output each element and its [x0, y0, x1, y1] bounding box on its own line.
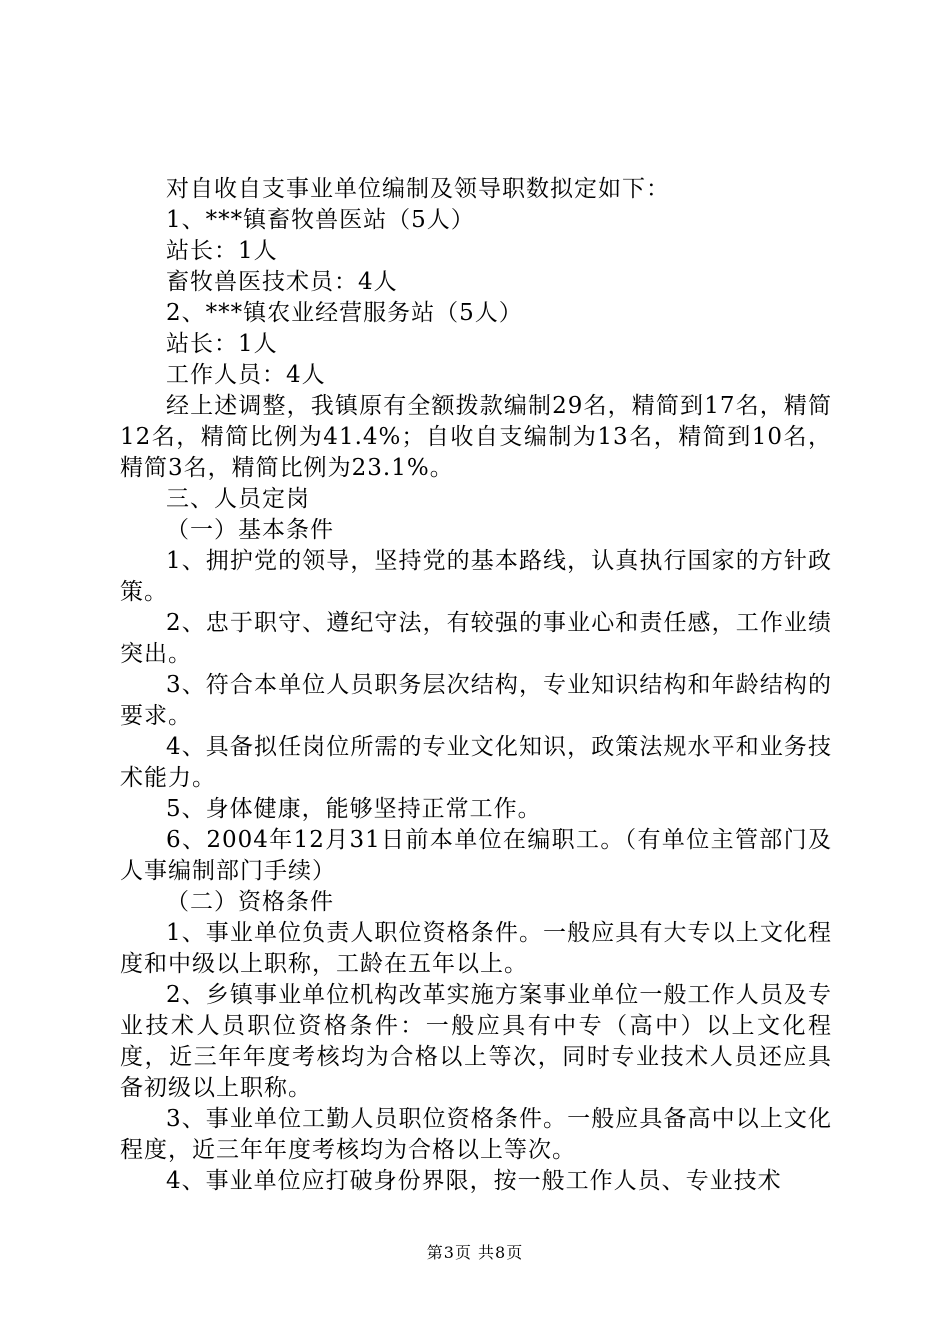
paragraph: 畜牧兽医技术员：4人: [166, 269, 398, 295]
paragraph: 对自收自支事业单位编制及领导职数拟定如下：: [166, 176, 670, 202]
paragraph: 1、拥护党的领导，坚持党的基本路线，认真执行国家的方针政策。: [120, 548, 832, 605]
paragraph: 4、事业单位应打破身份界限，按一般工作人员、专业技术: [166, 1168, 782, 1194]
paragraph: 站长：1人: [166, 331, 278, 357]
paragraph: 经上述调整，我镇原有全额拨款编制29名，精简到17名，精简12名，精简比例为41.4%；自收自支编制为13名，精简到10名，精简3名，精简比例为23.1%。: [120, 393, 832, 481]
page-footer: 第3页 共8页: [426, 1243, 524, 1262]
paragraph: 5、身体健康，能够坚持正常工作。: [166, 796, 542, 822]
paragraph: 3、符合本单位人员职务层次结构，专业知识结构和年龄结构的要求。: [120, 672, 832, 729]
paragraph: 工作人员：4人: [166, 362, 326, 388]
subsection-heading: （一）基本条件: [166, 517, 334, 543]
paragraph: 1、***镇畜牧兽医站（5人）: [166, 207, 475, 233]
paragraph: 6、2004年12月31日前本单位在编职工。（有单位主管部门及人事编制部门手续）: [120, 827, 832, 884]
section-heading: 三、人员定岗: [166, 486, 310, 512]
paragraph: 站长：1人: [166, 238, 278, 264]
paragraph: 2、忠于职守、遵纪守法，有较强的事业心和责任感，工作业绩突出。: [120, 610, 832, 667]
document-body: [120, 174, 832, 1197]
paragraph: 2、乡镇事业单位机构改革实施方案事业单位一般工作人员及专业技术人员职位资格条件：一般应具有中专（高中）以上文化程度，近三年年度考核均为合格以上等次，同时专业技术人员还应具备初级以上职称。: [120, 982, 832, 1101]
paragraph: 3、事业单位工勤人员职位资格条件。一般应具备高中以上文化程度，近三年年度考核均为合格以上等次。: [120, 1106, 832, 1163]
paragraph: 4、具备拟任岗位所需的专业文化知识，政策法规水平和业务技术能力。: [120, 734, 832, 791]
subsection-heading: （二）资格条件: [166, 889, 334, 915]
paragraph: 2、***镇农业经营服务站（5人）: [166, 300, 523, 326]
paragraph: 1、事业单位负责人职位资格条件。一般应具有大专以上文化程度和中级以上职称，工龄在五年以上。: [120, 920, 832, 977]
